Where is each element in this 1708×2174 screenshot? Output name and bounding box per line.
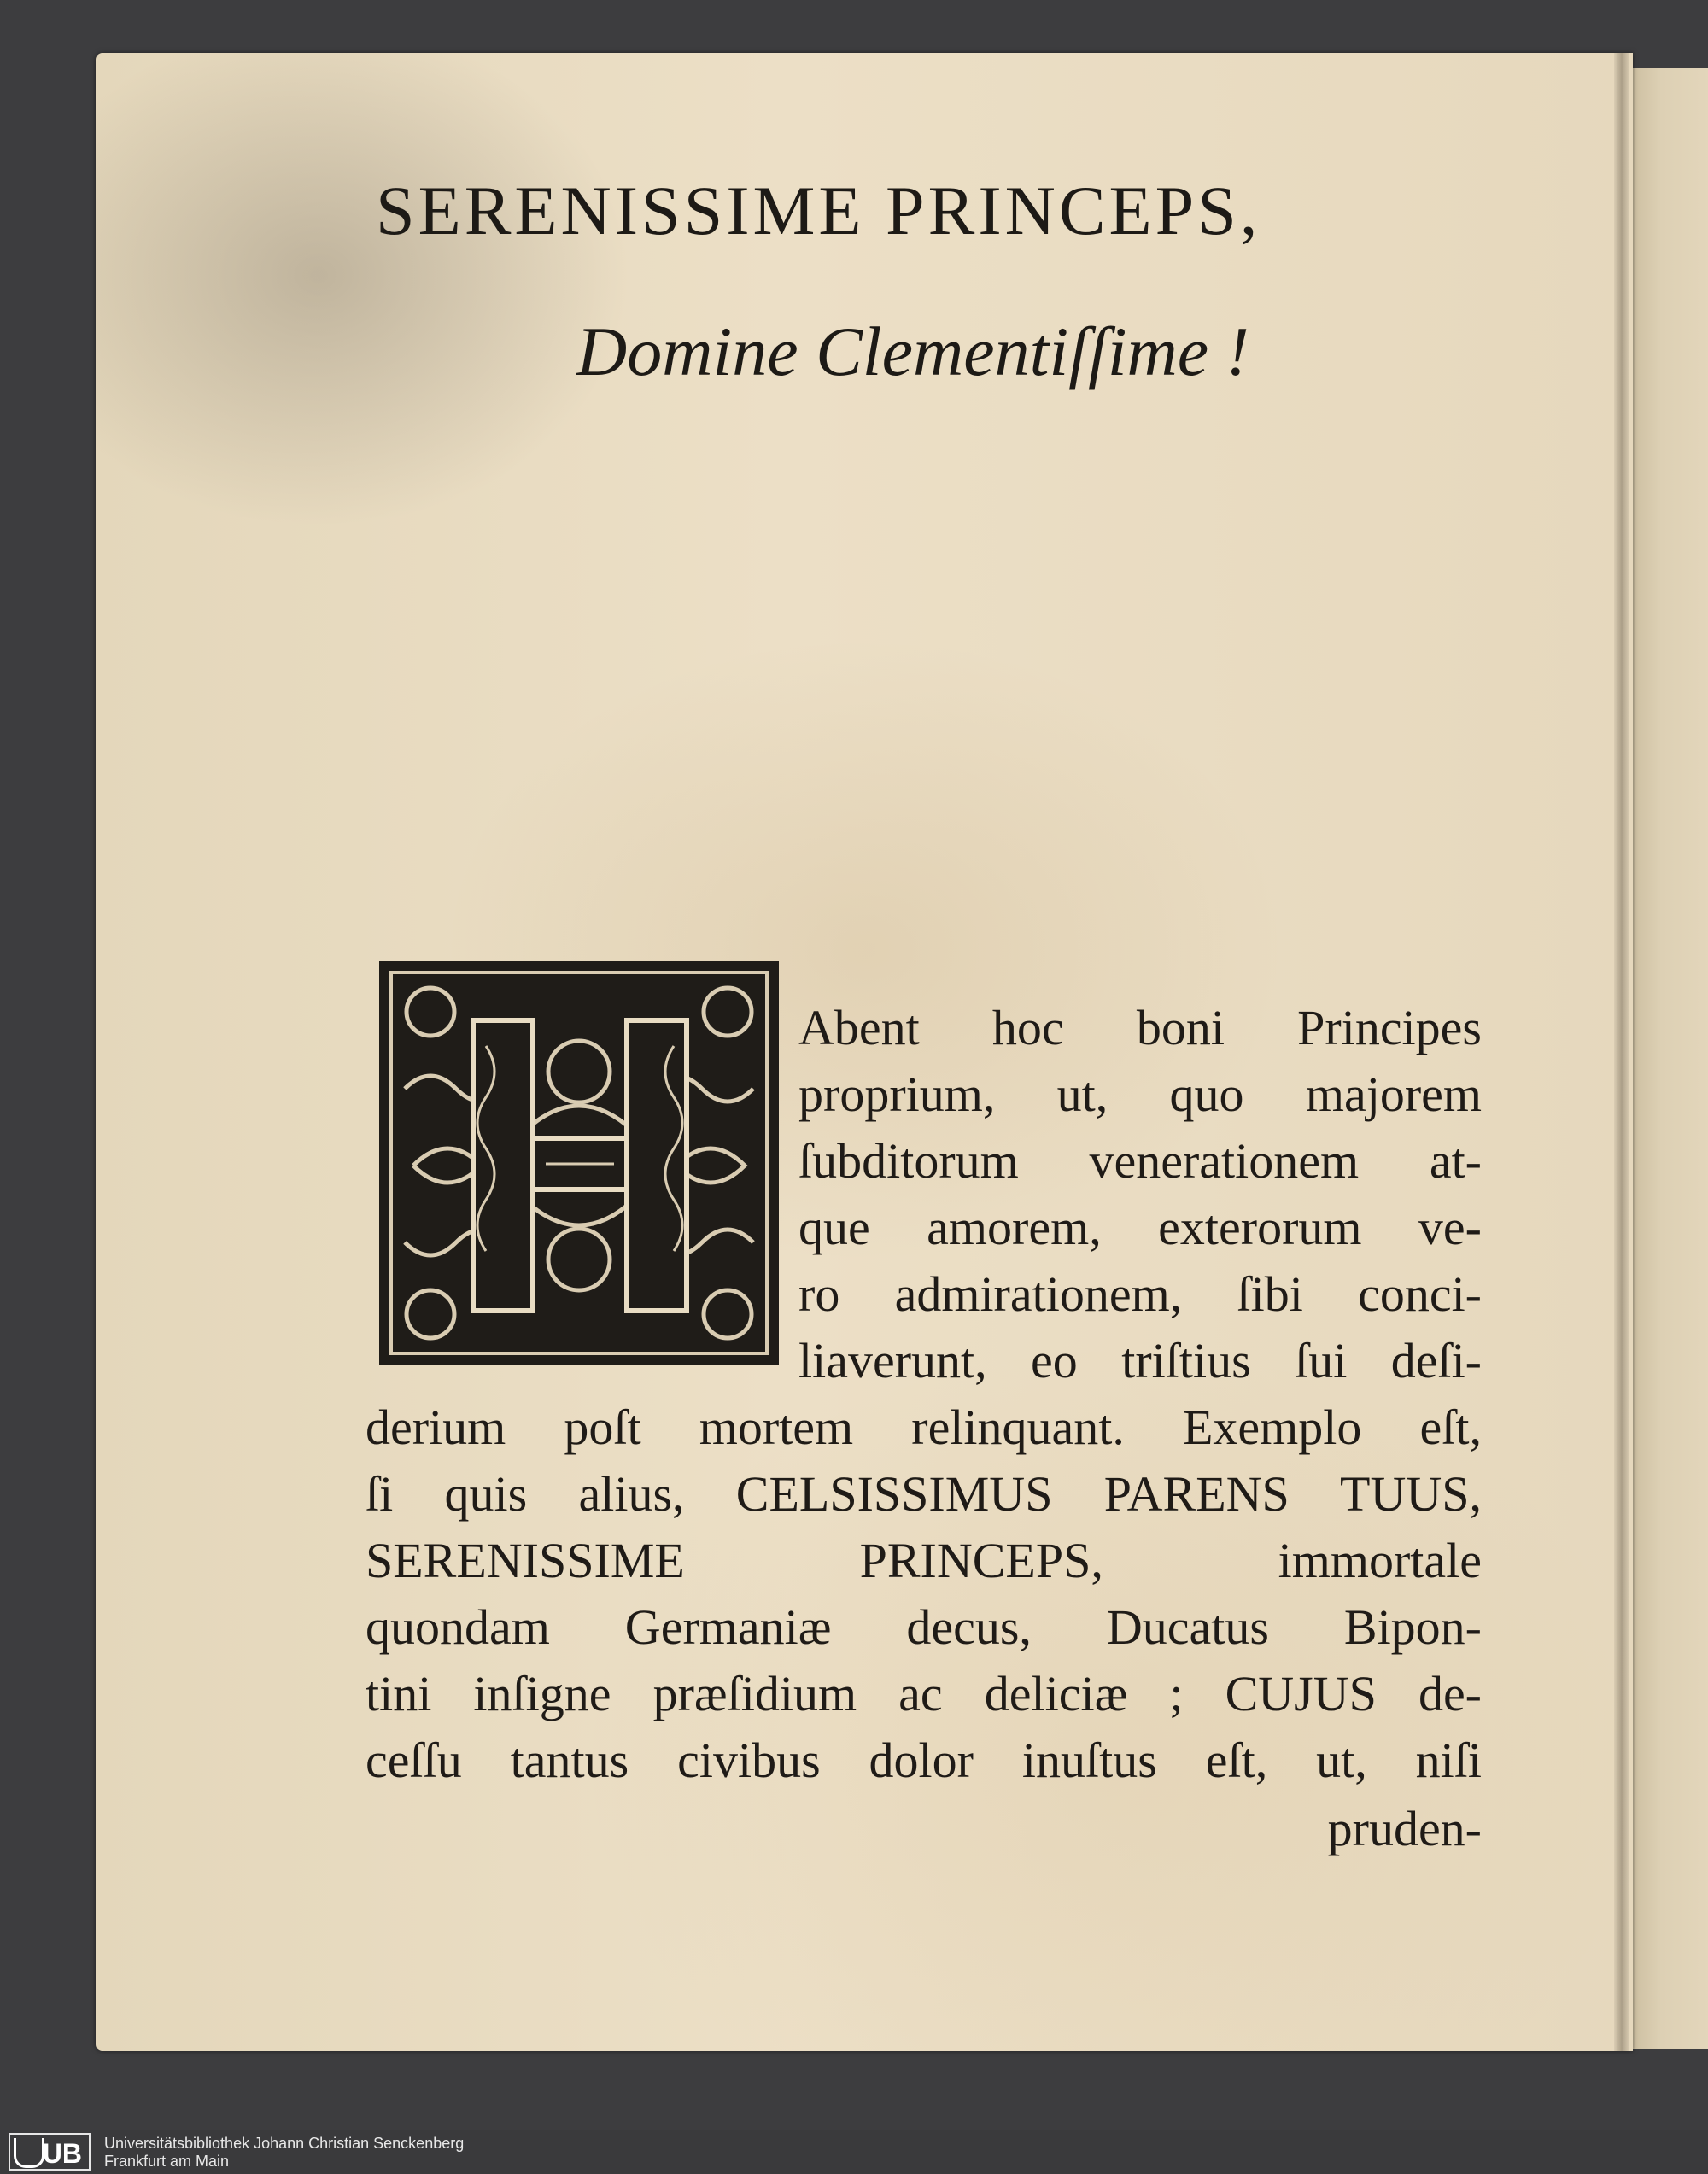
footer-bar	[0, 2130, 1708, 2174]
text-line: proprium, ut, quo majorem	[798, 1067, 1482, 1122]
text-line: SERENISSIME PRINCEPS, immortale	[366, 1533, 1482, 1588]
text-line: derium poſt mortem relinquant. Exemplo eſt,	[366, 1400, 1482, 1455]
text-line: ſi quis alius, CELSISSIMUS PARENS TUUS,	[366, 1466, 1482, 1522]
text-line: Abent hoc boni Principes	[798, 1000, 1482, 1055]
library-logo-icon	[14, 2138, 44, 2168]
text-line: que amorem, exterorum ve-	[798, 1200, 1482, 1255]
text-line: ceſſu tantus civibus dolor inuſtus eſt, ut, niſi	[366, 1733, 1482, 1788]
library-city: Frankfurt am Main	[104, 2153, 230, 2170]
decorated-initial	[379, 961, 779, 1365]
text-line: ro admirationem, ſibi conci-	[798, 1266, 1482, 1322]
page-subheading: Domine Clementiſſime !	[576, 313, 1249, 390]
facing-page-edge	[1627, 68, 1708, 2049]
library-logo	[9, 2133, 91, 2171]
text-line: liaverunt, eo triſtius ſui deſi-	[798, 1333, 1482, 1388]
page-heading: SERENISSIME PRINCEPS,	[376, 172, 1261, 249]
catchword: pruden-	[1327, 1801, 1482, 1856]
text-line: tini inſigne præſidium ac deliciæ ; CUJUS de-	[366, 1666, 1482, 1721]
text-line: ſubditorum venerationem at-	[798, 1133, 1482, 1189]
library-name: Universitätsbibliothek Johann Christian Senckenberg	[104, 2135, 465, 2152]
library-attribution	[104, 2135, 464, 2171]
page-gutter	[1614, 53, 1629, 2051]
decorated-initial-h-icon	[379, 961, 779, 1365]
text-line: quondam Germaniæ decus, Ducatus Bipon-	[366, 1599, 1482, 1655]
library-logo-text: UB	[42, 2138, 82, 2169]
